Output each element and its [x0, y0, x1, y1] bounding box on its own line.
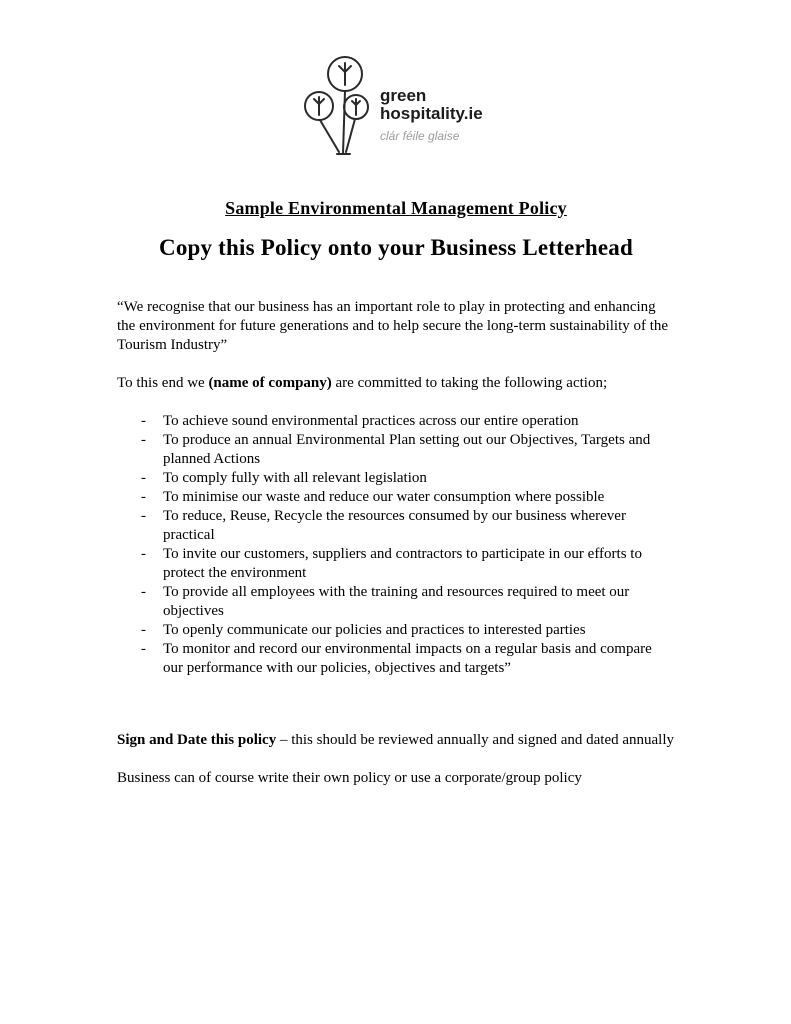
list-item-text: To monitor and record our environmental impacts on a regular basis and compare our performance with our policies, objectives and targets” [163, 641, 652, 676]
page-subtitle: Copy this Policy onto your Business Letterhead [159, 235, 633, 260]
tree-icon [298, 50, 494, 164]
list-item [141, 412, 675, 431]
list-item-text: To minimise our waste and reduce our water consumption where possible [163, 489, 605, 505]
list-item [141, 621, 675, 640]
sign-date-bold: Sign and Date this policy [117, 732, 277, 748]
dash-bullet: - [141, 508, 146, 524]
intro-quote-paragraph: “We recognise that our business has an important role to play in protecting and enhancing the environment for future generations and to help secure the long-term sustainability of the Tourism Industry” [117, 299, 669, 353]
list-item [141, 488, 675, 507]
dash-bullet: - [141, 413, 146, 429]
list-item [141, 469, 675, 488]
dash-bullet: - [141, 489, 146, 505]
commitment-paragraph [117, 374, 675, 393]
dash-bullet: - [141, 584, 146, 600]
list-item-text: To invite our customers, suppliers and contractors to participate in our efforts to protect the environment [163, 546, 642, 581]
list-item [141, 545, 675, 583]
dash-bullet: - [141, 432, 146, 448]
greenhospitality-logo [117, 50, 675, 164]
dash-bullet: - [141, 546, 146, 562]
closing-paragraph: Business can of course write their own policy or use a corporate/group policy [117, 770, 582, 786]
sign-date-rest: – this should be reviewed annually and signed and dated annually [276, 732, 675, 748]
commitment-suffix: are committed to taking the following action; [331, 375, 608, 391]
list-item-text: To comply fully with all relevant legislation [163, 470, 427, 486]
dash-bullet: - [141, 622, 146, 638]
logo-text-line1: green [380, 86, 427, 105]
list-item [141, 431, 675, 469]
sign-date-paragraph [117, 731, 675, 750]
dash-bullet: - [141, 641, 146, 657]
commitment-prefix: To this end we [117, 375, 209, 391]
list-item-text: To reduce, Reuse, Recycle the resources consumed by our business wherever practical [163, 508, 626, 543]
policy-action-list [117, 412, 675, 678]
list-item-text: To achieve sound environmental practices across our entire operation [163, 413, 579, 429]
list-item [141, 583, 675, 621]
company-name-placeholder: (name of company) [208, 375, 332, 391]
page-title: Sample Environmental Management Policy [225, 198, 567, 218]
list-item-text: To openly communicate our policies and practices to interested parties [163, 622, 586, 638]
list-item-text: To produce an annual Environmental Plan setting out our Objectives, Targets and planned Actions [163, 432, 651, 467]
list-item [141, 640, 675, 678]
list-item-text: To provide all employees with the training and resources required to meet our objectives [163, 584, 630, 619]
logo-text-line2: hospitality.ie [380, 104, 483, 123]
logo-tagline: clár féile glaise [380, 129, 460, 143]
list-item [141, 507, 675, 545]
dash-bullet: - [141, 470, 146, 486]
